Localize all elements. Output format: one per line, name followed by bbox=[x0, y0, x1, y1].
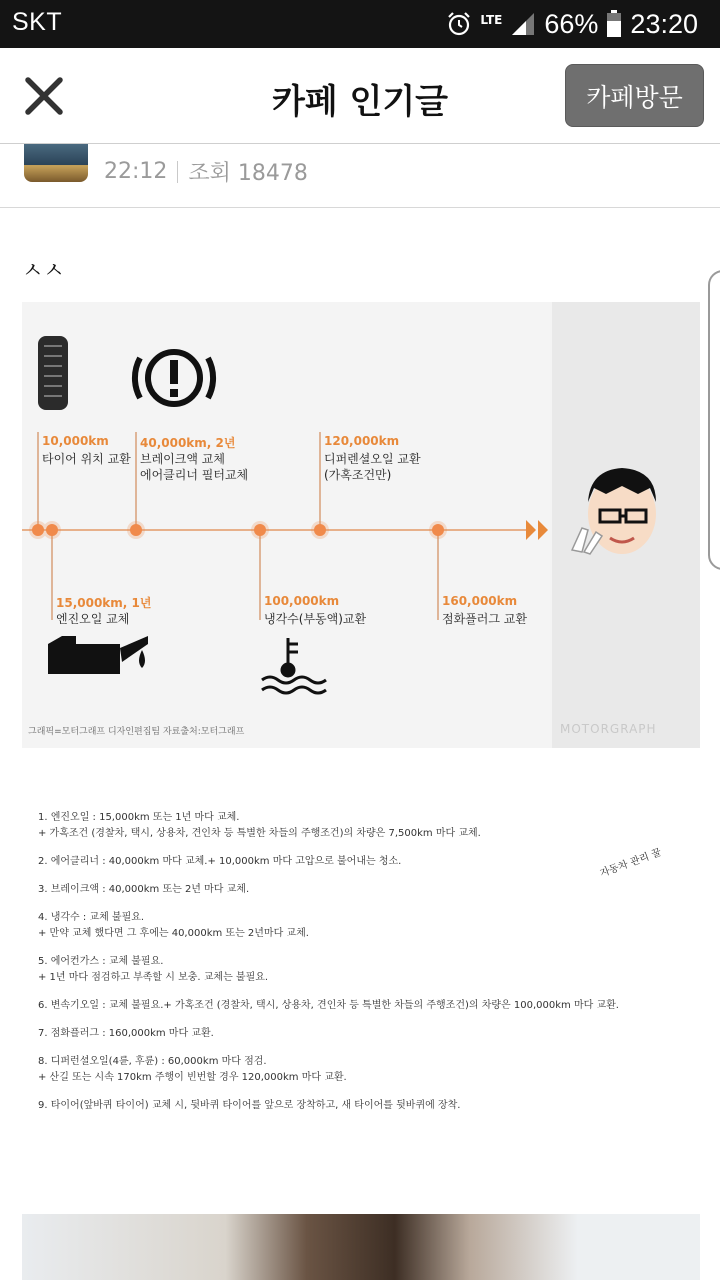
note-line: 1. 엔진오일 : 15,000km 또는 1년 마다 교체. bbox=[38, 812, 240, 823]
lte-icon: LTE bbox=[480, 13, 503, 27]
clock: 23:20 bbox=[630, 8, 698, 39]
milestone-desc: 타이어 위치 교환 bbox=[42, 452, 131, 466]
post-views: 조회 18478 bbox=[188, 161, 308, 186]
note-line: 7. 점화플러그 : 160,000km 마다 교환. bbox=[38, 1028, 214, 1039]
status-icons bbox=[446, 6, 698, 42]
note-line: 6. 변속기오일 : 교체 불필요.+ 가혹조건 (경찰차, 택시, 상용차, 견인차 등 특별한 차들의 주행조건)의 차량은 100,000km 마다 교환. bbox=[38, 1000, 619, 1011]
infographic-credit: 그래픽=모터그래프 디자인편집팀 자료출처:모터그래프 bbox=[28, 727, 245, 737]
status-bar bbox=[0, 0, 720, 48]
motorgraph-watermark: MOTORGRAPH bbox=[560, 722, 657, 736]
close-icon bbox=[18, 70, 70, 122]
note-line: + 1년 마다 점검하고 부족할 시 보충. 교체는 불필요. bbox=[38, 972, 269, 983]
note-item bbox=[38, 1098, 678, 1114]
post-body-text: ㅅㅅ bbox=[22, 259, 65, 284]
milestone-desc: 냉각수(부동액)교환 bbox=[264, 612, 367, 626]
cartoon-face-icon bbox=[572, 468, 656, 554]
milestone-km-label: 15,000km, 1년 bbox=[56, 596, 152, 610]
note-line: 5. 에어컨가스 : 교체 불필요. bbox=[38, 956, 164, 967]
note-item bbox=[38, 1054, 678, 1086]
close-button[interactable] bbox=[18, 70, 70, 122]
post-meta-text bbox=[104, 156, 308, 187]
note-item bbox=[38, 854, 678, 870]
note-item bbox=[38, 1026, 678, 1042]
milestone-km-label: 120,000km bbox=[324, 434, 400, 448]
scroll-edge-indicator bbox=[708, 270, 720, 570]
milestone-desc: 엔진오일 교체 bbox=[56, 612, 130, 626]
cartoon-signature: 자동차 관리 꿀 bbox=[598, 847, 663, 880]
app-bar bbox=[0, 48, 720, 144]
timeline-graphic bbox=[22, 302, 700, 748]
oil-can-icon bbox=[48, 636, 148, 674]
milestone-desc: 디퍼렌셜오일 교환 bbox=[324, 452, 421, 466]
milestone-km-label: 100,000km bbox=[264, 594, 340, 608]
timeline-arrow-icon bbox=[526, 520, 548, 540]
note-item bbox=[38, 810, 678, 842]
alarm-icon bbox=[446, 11, 472, 37]
milestone-desc: (가혹조건만) bbox=[324, 468, 392, 482]
note-item bbox=[38, 998, 678, 1014]
note-item bbox=[38, 954, 678, 986]
coolant-temp-icon bbox=[262, 638, 326, 693]
battery-percent: 66% bbox=[544, 8, 599, 39]
note-line: 9. 타이어(앞바퀴 타이어) 교체 시, 뒷바퀴 타이어를 앞으로 장착하고, 새 타이어를 뒷바퀴에 장착. bbox=[38, 1100, 461, 1111]
signal-icon bbox=[510, 11, 536, 37]
milestone-km-label: 40,000km, 2년 bbox=[140, 436, 236, 450]
note-line: 8. 디퍼런셜오일(4륜, 후륜) : 60,000km 마다 점검. bbox=[38, 1056, 267, 1067]
note-line: 3. 브레이크액 : 40,000km 또는 2년 마다 교체. bbox=[38, 884, 250, 895]
note-line: + 만약 교체 했다면 그 후에는 40,000km 또는 2년마다 교체. bbox=[38, 928, 309, 939]
milestone-desc: 에어클리너 필터교체 bbox=[140, 468, 249, 482]
brake-warning-icon bbox=[135, 352, 213, 404]
page-title: 카페 인기글 bbox=[271, 82, 449, 122]
post-time: 22:12 bbox=[104, 159, 168, 184]
carrier-label: SKT bbox=[12, 8, 63, 36]
note-item bbox=[38, 882, 678, 898]
note-line: 2. 에어클리너 : 40,000km 마다 교체.+ 10,000km 마다 고압으로 불어내는 청소. bbox=[38, 856, 402, 867]
battery-icon bbox=[606, 10, 622, 38]
meta-divider bbox=[177, 161, 178, 183]
note-line: + 가혹조건 (경찰차, 택시, 상용차, 견인차 등 특별한 차들의 주행조건)의 차량은 7,500km 마다 교체. bbox=[38, 828, 481, 839]
note-line: 4. 냉각수 : 교체 불필요. bbox=[38, 912, 145, 923]
author-avatar[interactable] bbox=[24, 144, 88, 182]
post-meta bbox=[0, 144, 720, 208]
post-photo[interactable] bbox=[22, 1214, 700, 1280]
milestone-desc: 브레이크액 교체 bbox=[140, 452, 225, 466]
milestone-km-label: 160,000km bbox=[442, 594, 518, 608]
tire-icon bbox=[38, 336, 68, 410]
maintenance-notes bbox=[38, 810, 678, 1126]
note-line: + 산길 또는 시속 170km 주행이 빈번할 경우 120,000km 마다 교환. bbox=[38, 1072, 347, 1083]
milestone-km-label: 10,000km bbox=[42, 434, 109, 448]
milestone-desc: 점화플러그 교환 bbox=[442, 612, 527, 626]
note-item bbox=[38, 910, 678, 942]
cafe-visit-button[interactable]: 카페방문 bbox=[565, 64, 704, 127]
